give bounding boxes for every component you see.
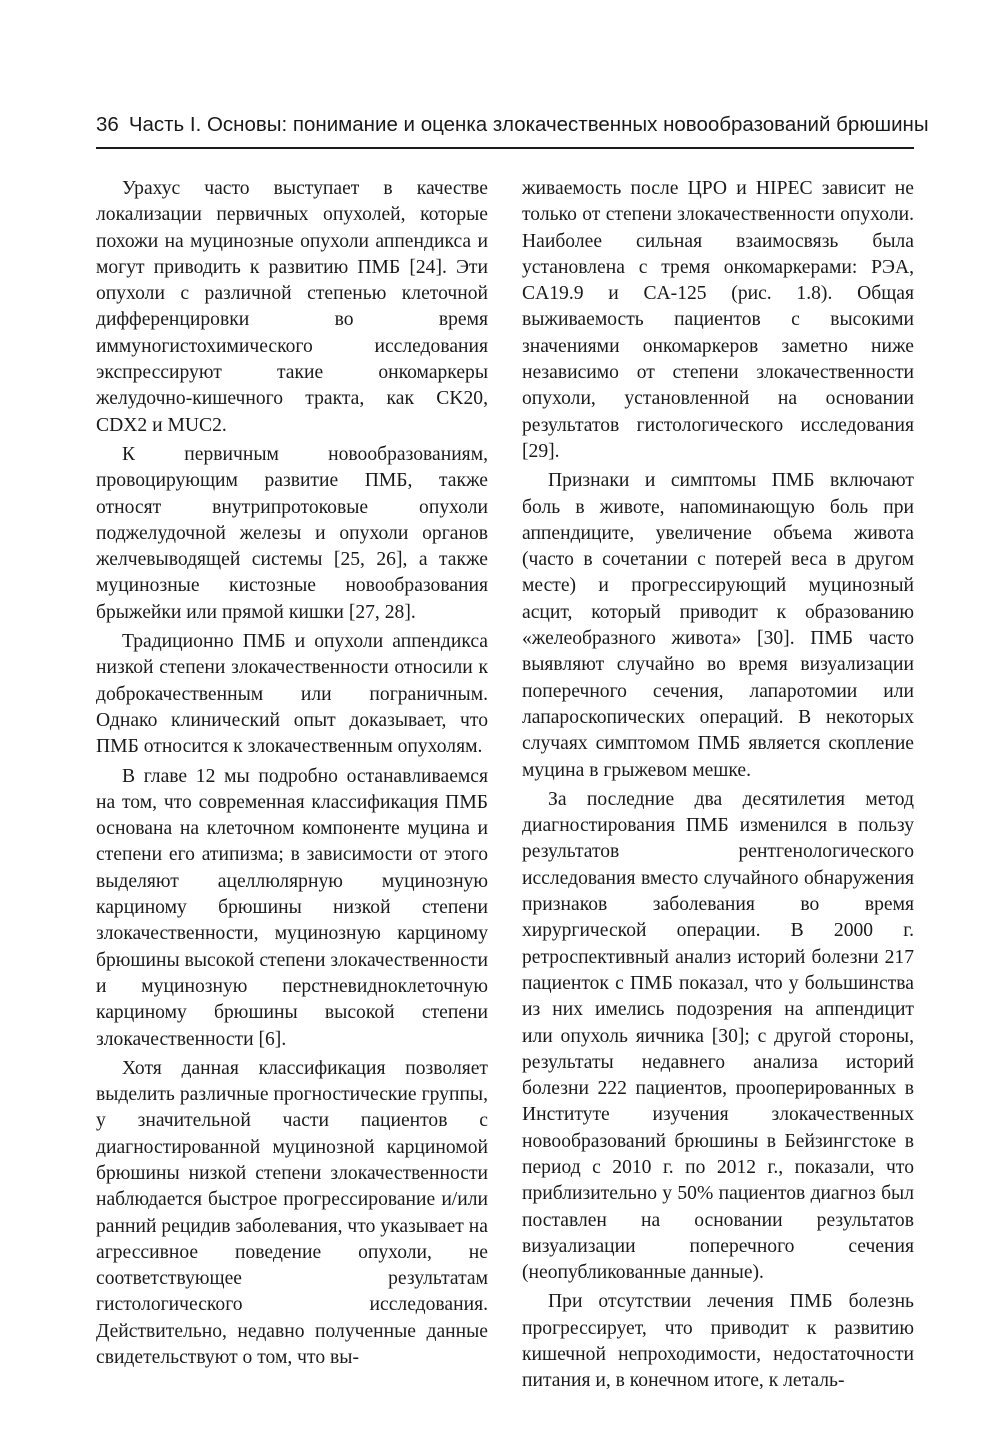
paragraph-prognostic-groups: Хотя данная классификация позволяет выделить различные прогностические группы, у значительной части пациентов с диагностированной муцинозной карциномой брюшины низкой степени злокачественности наблюдается быстрое прогрессирование и/или ранний рецидив заболевания, что указывает на агрессивное поведение опухоли, не соответствующее результатам гистологического исследования. Действительно, недавно полученные данные свидетельствуют о том, что вы-	[96, 1057, 488, 1369]
left-column	[96, 176, 488, 1374]
paragraph-urachus: Урахус часто выступает в качестве локализации первичных опухолей, которые похожи на муцинозные опухоли аппендикса и могут приводить к развитию ПМБ [24]. Эти опухоли с различной степенью клеточной дифференцировки во время иммуногистохимического исследования экспрессируют такие онкомаркеры желудочно-кишечного тракта, как CK20, CDX2 и MUC2.	[96, 178, 488, 436]
right-column	[522, 176, 914, 1398]
running-header	[96, 110, 929, 140]
paragraph-classification: В главе 12 мы подробно останавливаемся на том, что современная классификация ПМБ основана на клеточном компоненте муцина и степени его атипизма; в зависимости от этого выделяют ацеллюлярную муцинозную карциному брюшины низкой степени злокачественности, муцинозную карциному брюшины высокой степени злокачественности и муцинозную перстневидноклеточную карциному брюшины высокой степени злокачественности [6].	[96, 765, 488, 1050]
paragraph-signs-symptoms: Признаки и симптомы ПМБ включают боль в животе, напоминающую боль при аппендиците, увеличение объема живота (часто в сочетании с потерей веса в другом месте) и прогрессирующий муцинозный асцит, который приводит к образованию «желеобразного живота» [30]. ПМБ часто выявляют случайно во время визуализации поперечного сечения, лапаротомии или лапароскопических операций. В некоторых случаях симптомом ПМБ является скопление муцина в грыжевом мешке.	[522, 470, 914, 781]
header-divider	[96, 147, 914, 149]
paragraph-diagnosis-trend: За последние два десятилетия метод диагностирования ПМБ изменился в пользу результатов рентгенологического исследования вместо случайного обнаружения признаков заболевания во время хирургической операции. В 2000 г. ретроспективный анализ историй болезни 217 пациенток с ПМБ показал, что у большинства из них имелись подозрения на аппендицит или опухоль яичника [30]; с другой стороны, результаты недавнего анализа историй болезни 222 пациентов, прооперированных в Институте изучения злокачественных новообразований брюшины в Бейзингстоке в период с 2010 г. по 2012 г., показали, что приблизительно у 50% пациентов диагноз был поставлен на основании результатов визуализации поперечного сечения (неопубликованные данные).	[522, 788, 914, 1284]
paragraph-traditional-view: Традиционно ПМБ и опухоли аппендикса низкой степени злокачественности относили к доброкачественным или пограничным. Однако клинический опыт доказывает, что ПМБ относится к злокачественным опухолям.	[96, 631, 488, 758]
paragraph-untreated-progression: При отсутствии лечения ПМБ болезнь прогрессирует, что приводит к развитию кишечной непроходимости, недостаточности питания и, в конечном итоге, к леталь-	[522, 1291, 914, 1392]
paragraph-survival-continued: живаемость после ЦРО и HIPEC зависит не только от степени злокачественности опухоли. Наиболее сильная взаимосвязь была установлена с тремя онкомаркерами: РЭА, CA19.9 и CA-125 (рис. 1.8). Общая выживаемость пациентов с высокими значениями онкомаркеров заметно ниже независимо от степени злокачественности опухоли, установленной на основании результатов гистологического исследования [29].	[522, 178, 914, 462]
paragraph-primary-neoplasms: К первичным новообразованиям, провоцирующим развитие ПМБ, также относят внутрипротоковые опухоли поджелудочной железы и опухоли органов желчевыводящей системы [25, 26], а также муцинозные кистозные новообразования брыжейки или прямой кишки [27, 28].	[96, 443, 488, 623]
page-number: 36	[96, 113, 119, 136]
running-title: Часть I. Основы: понимание и оценка злокачественных новообразований брюшины	[128, 113, 929, 136]
